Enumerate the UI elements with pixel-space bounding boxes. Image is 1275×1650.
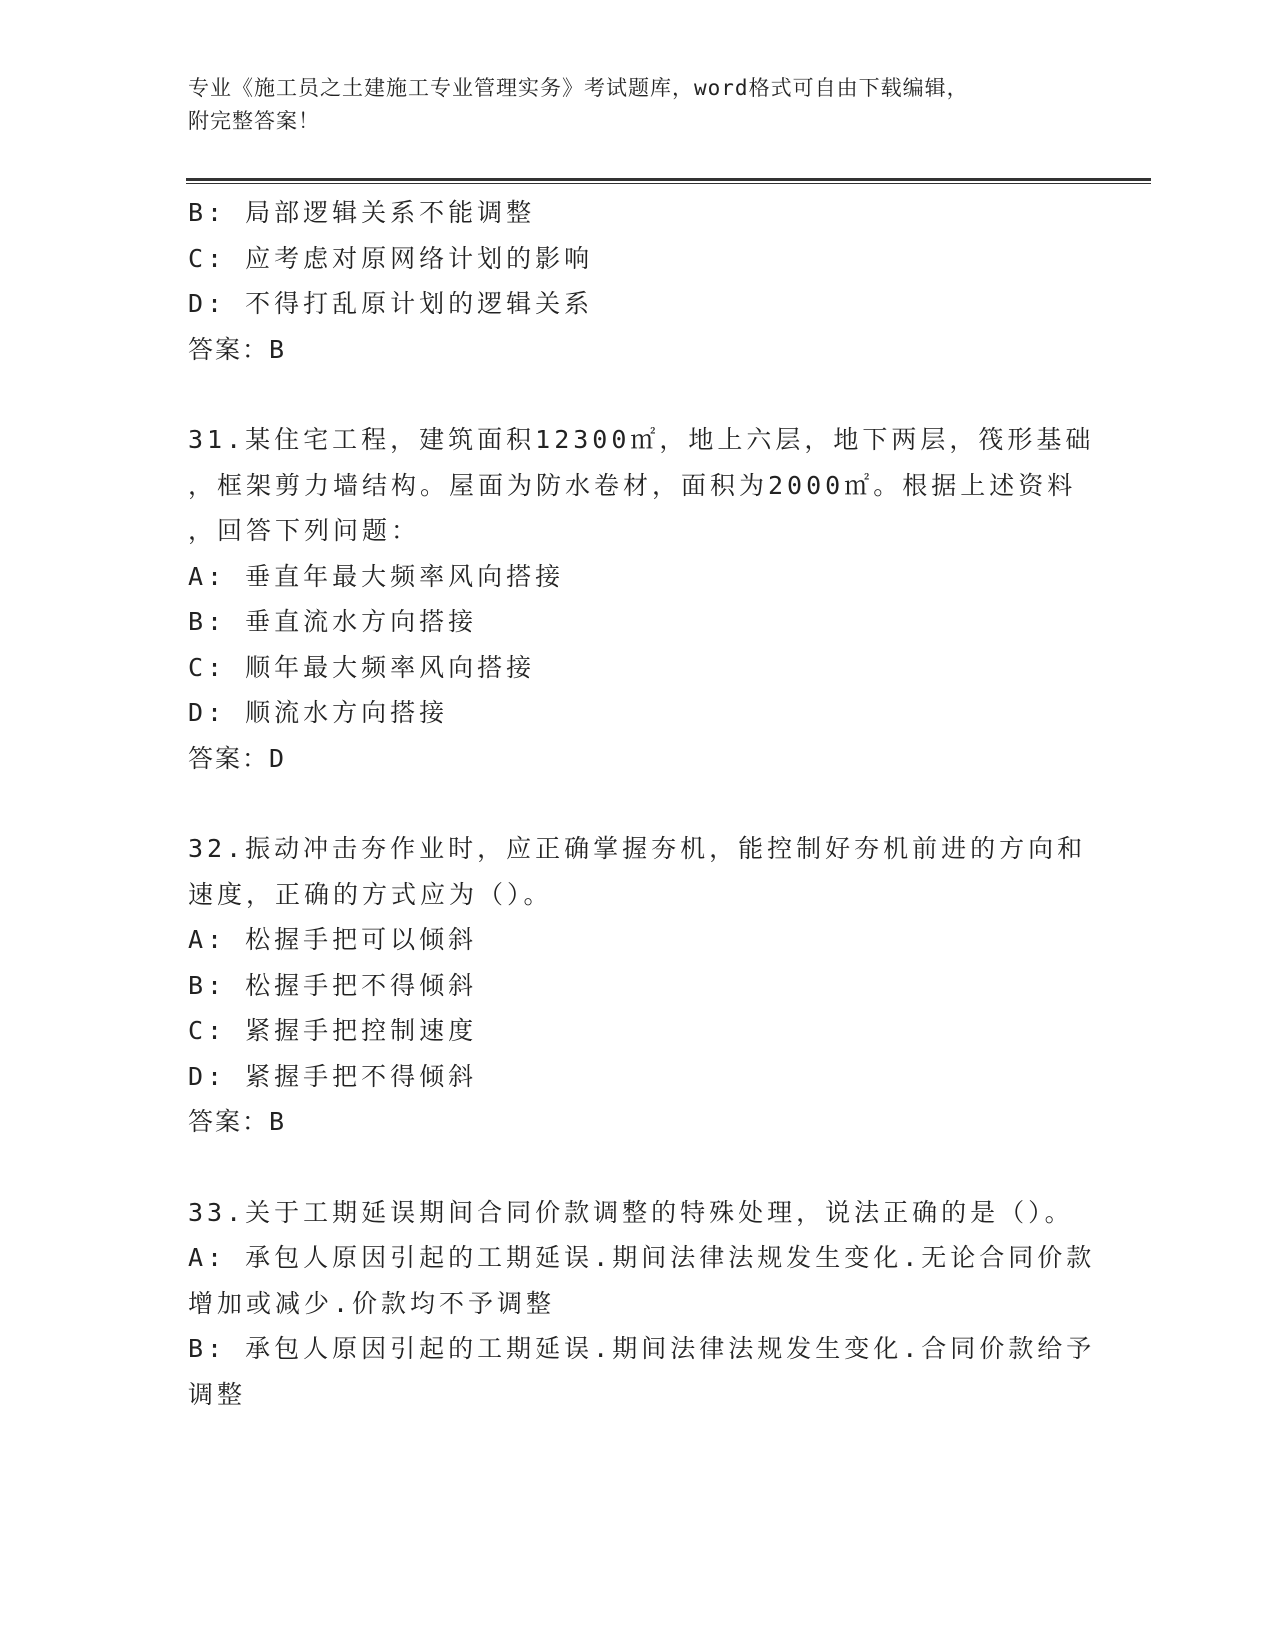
option-b: B: 承包人原因引起的工期延误.期间法律法规发生变化.合同价款给予 xyxy=(188,1334,1096,1363)
document-body xyxy=(188,190,1096,1417)
question-block-30 xyxy=(188,190,1088,372)
option-c: C: 紧握手把控制速度 xyxy=(188,1016,478,1045)
answer-line: 答案：B xyxy=(188,1107,287,1136)
stem-line: ，框架剪力墙结构。屋面为防水卷材，面积为2000㎡。根据上述资料 xyxy=(188,470,1077,500)
option-d: D: 紧握手把不得倾斜 xyxy=(188,1061,478,1091)
question-block-31 xyxy=(188,417,1095,781)
header-line-1: 专业《施工员之土建施工专业管理实务》考试题库，word格式可自由下载编辑， xyxy=(188,76,969,100)
option-b: B: 松握手把不得倾斜 xyxy=(188,970,478,1000)
stem-line: 速度，正确的方式应为（）。 xyxy=(188,879,553,909)
question-block-32 xyxy=(188,826,1088,1145)
option-d: D: 顺流水方向搭接 xyxy=(188,698,449,727)
stem-line: 33.关于工期延误期间合同价款调整的特殊处理，说法正确的是（）。 xyxy=(188,1197,1074,1227)
option-b: B: 垂直流水方向搭接 xyxy=(188,607,478,636)
option-a-continued: 增加或减少.价款均不予调整 xyxy=(188,1288,556,1318)
option-a: A: 松握手把可以倾斜 xyxy=(188,925,478,954)
stem-line: 32.振动冲击夯作业时，应正确掌握夯机，能控制好夯机前进的方向和 xyxy=(188,834,1087,863)
question-stem xyxy=(188,417,1095,554)
option-a: A: 垂直年最大频率风向搭接 xyxy=(188,561,565,591)
question-block-33 xyxy=(188,1190,1096,1418)
header-line-2: 附完整答案！ xyxy=(188,109,320,133)
option-d: D: 不得打乱原计划的逻辑关系 xyxy=(188,289,594,318)
option-c: C: 顺年最大频率风向搭接 xyxy=(188,652,536,682)
option-b-continued: 调整 xyxy=(188,1379,247,1409)
question-stem xyxy=(188,826,1088,917)
option-b: B: 局部逻辑关系不能调整 xyxy=(188,198,536,227)
question-stem xyxy=(188,1190,1088,1236)
stem-line: 31.某住宅工程，建筑面积12300㎡，地上六层，地下两层，筏形基础 xyxy=(188,425,1095,454)
answer-line: 答案：D xyxy=(188,743,287,773)
header-divider xyxy=(186,178,1151,184)
option-c: C: 应考虑对原网络计划的影响 xyxy=(188,243,594,273)
stem-line: ，回答下列问题： xyxy=(188,516,421,545)
option-a: A: 承包人原因引起的工期延误.期间法律法规发生变化.无论合同价款 xyxy=(188,1243,1096,1272)
page-header xyxy=(188,72,1088,138)
answer-line: 答案：B xyxy=(188,334,287,364)
